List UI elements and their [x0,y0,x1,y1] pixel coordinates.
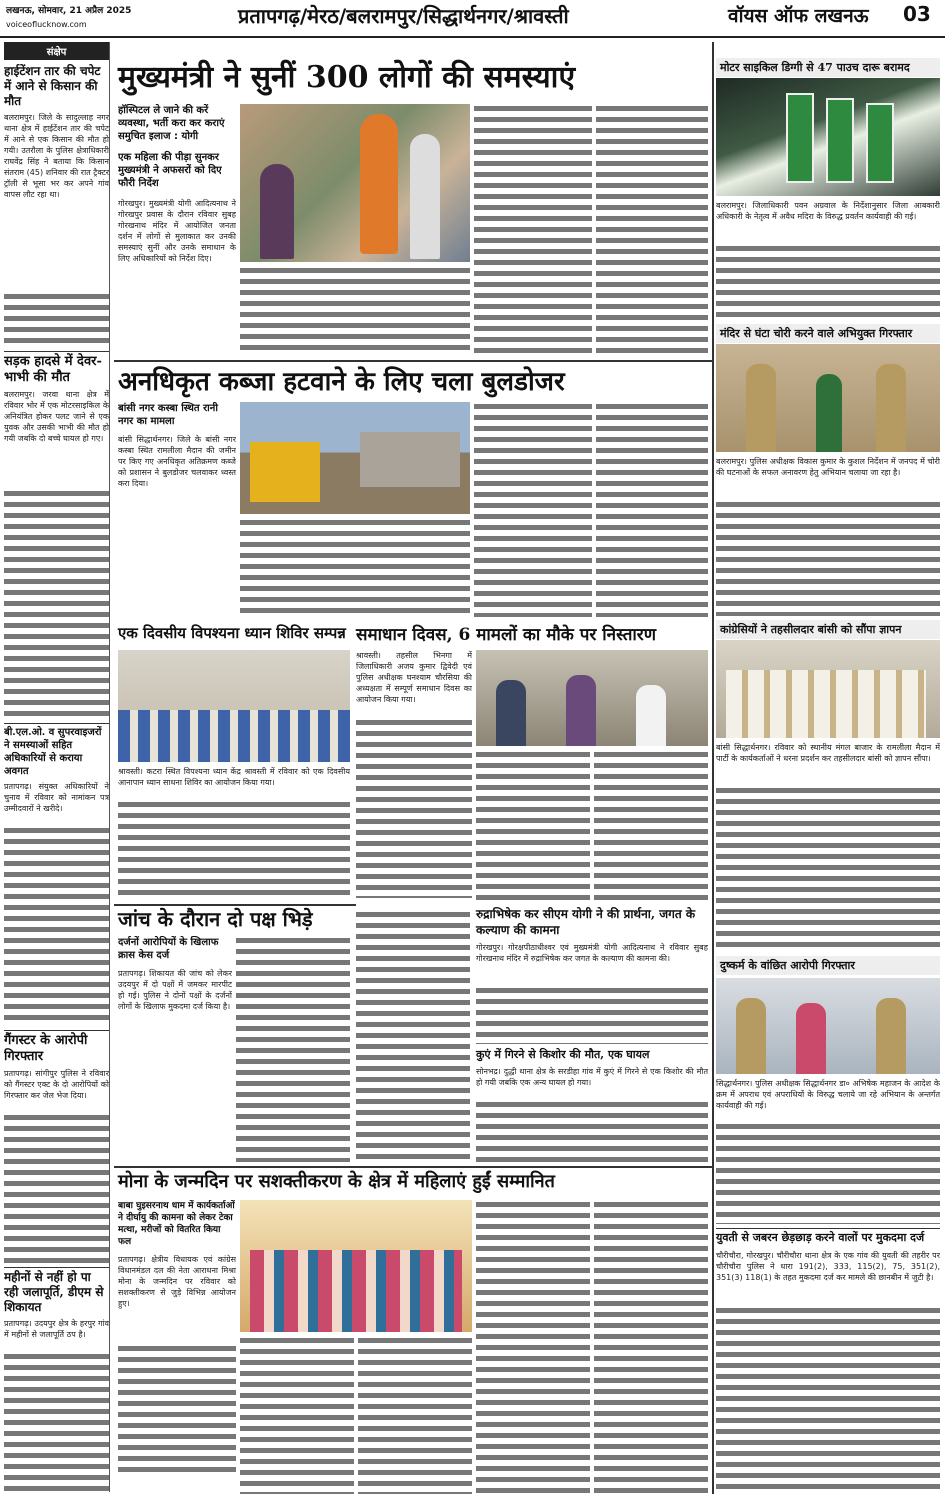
brief-1-continued [4,292,109,347]
brief-5-title: महीनों से नहीं हो पा रही जलापूर्ति, डीएम से शिकायत [4,1267,109,1315]
congress-body: बांसी सिद्धार्थनगर। रविवार को स्थानीय मंगल बाजार के रामलीला मैदान में पार्टी के कार्यकर्ताओं ने धरना प्रदर्शन कर तहसीलदार बांसी को ज्ञापन सौंपा। [716,743,940,763]
samadhan-left [356,650,472,900]
well-body: सोनभद्र। दुद्धी थाना क्षेत्र के सरडीहा गांव में कुएं में गिरने से एक किशोर की मौत हो गयी जबकि एक अन्य घायल हो गया। [476,1067,708,1087]
date-line: लखनऊ, सोमवार, 21 अप्रैल 2025 [6,6,132,16]
rape-accused-continued [716,1122,940,1224]
mona-photo [240,1200,472,1332]
bell-theft-body: बलरामपुर। पुलिस अधीक्षक विकास कुमार के कुशल निर्देशन में जनपद में चोरी की घटनाओं के सफल अनावरण हेतु अभियान चलाया जा रहा है। [716,457,940,477]
bulldozer-continued-1 [240,518,470,618]
brief-2-body: बलरामपुर। जरवा थाना क्षेत्र में रविवार भोर में एक मोटरसाइकिल के अनियंत्रित होकर पलट जाने से एक युवक और उसकी भाभी की मौत हो गयी जबकि दो बच्चे घायल हो गए। [4,390,109,443]
samadhan-photo [476,650,708,746]
mona-continued-4 [594,1200,708,1494]
vipassana-body: श्रावस्ती। कटरा स्थित विपश्यना ध्यान केंद्र श्रावस्ती में रविवार को एक दिवसीय आनापान ध्यान साधना शिविर का आयोजन किया गया। [118,767,350,787]
city-list: प्रतापगढ़/मेरठ/बलरामपुर/सिद्धार्थनगर/श्रावस्ती [238,4,569,28]
lead-headline: मुख्यमंत्री ने सुनीं 300 लोगों की समस्याएं [118,60,576,95]
liquor-photo [716,78,940,196]
molestation-headline: युवती से जबरन छेड़छाड़ करने वालों पर मुकदमा दर्ज [716,1228,940,1245]
lead-body: गोरखपुर। मुख्यमंत्री योगी आदित्यनाथ ने गोरखपुर प्रवास के दौरान रविवार सुबह गोरखनाथ मंदिर में आयोजित जनता दर्शन में लोगों से मुलाकात कर उनकी समस्याएं सुनीं और उनके समाधान के लिए अधिकारियों को निर्देश दिए। [118,199,236,263]
lead-bullet-1: हॉस्पिटल ले जाने की करें व्यवस्था, भर्ती करा कर कराएं समुचित इलाज : योगी [118,105,225,142]
well-continued [476,1100,708,1162]
congress-photo [716,640,940,738]
rape-accused-headline: दुष्कर्म के वांछित आरोपी गिरफ्तार [716,956,940,975]
mona-continued-3 [476,1200,590,1494]
bulldozer-continued-3 [596,402,708,617]
rudra-body: गोरखपुर। गोरक्षपीठाधीश्वर एवं मुख्यमंत्री योगी आदित्यनाथ ने रविवार सुबह गोरखनाथ मंदिर में रुद्राभिषेक कर जगत के कल्याण की कामना की। [476,943,708,963]
mona-left [118,1200,236,1494]
brief-3-body: प्रतापगढ़। संयुक्त अधिकारियों ने चुनाव में रविवार को नामांकन पत्र उम्मीदवारों ने खरीदे। [4,782,109,813]
masthead [0,0,945,38]
brief-2-continued [4,489,109,719]
liquor-body: बलरामपुर। जिलाधिकारी पवन अग्रवाल के निर्देशानुसार जिला आबकारी अधिकारी के नेतृत्व में अवैध मदिरा के विरुद्ध प्रवर्तन कार्यवाही की गई। [716,201,940,221]
website[interactable]: voiceoflucknow.com [6,20,87,29]
bell-theft-continued [716,500,940,616]
brief-4-body: प्रतापगढ़। सांगीपुर पुलिस ने रविवार को गैंगस्टर एक्ट के दो आरोपियों को गिरफ्तार कर जेल भेज दिया। [4,1069,109,1100]
liquor-headline: मोटर साइकिल डिग्गी से 47 पाउच दारू बरामद [716,58,940,77]
bulldozer-shape [250,442,320,502]
jaanch-headline: जांच के दौरान दो पक्ष भिड़े [118,907,313,931]
brief-2-title: सड़क हादसे में देवर-भाभी की मौत [4,351,109,386]
vipassana-continued [118,800,350,900]
figure-woman [260,164,294,259]
samadhan-headline: समाधान दिवस, 6 मामलों का मौके पर निस्तारण [356,625,657,645]
mona-bullet: बाबा घुइसरनाथ धाम में कार्यकर्ताओं ने दीर्घायु की कामना को लेकर टेका मत्था, मरीजों को वितरित किया फल [118,1201,235,1247]
page-number: 03 [903,2,931,26]
bell-theft-photo [716,344,940,452]
vipassana-photo [118,650,350,762]
well-headline: कुएं में गिरने से किशोर की मौत, एक घायल [476,1048,650,1061]
brief-1-title: हाईटेंशन तार की चपेट में आने से किसान की मौत [4,64,101,108]
bulldozer-bullet: बांसी नगर कस्बा स्थित रानी नगर का मामला [118,403,218,427]
figure-official [410,134,440,259]
rape-accused-photo [716,978,940,1074]
molestation-continued [716,1306,940,1494]
brief-4-title: गैंगस्टर के आरोपी गिरफ्तार [4,1030,109,1065]
liquor-continued [716,244,940,320]
brief-5-continued [4,1352,109,1492]
lead-body-col4 [596,104,708,356]
mona-continued-2 [358,1336,472,1494]
brief-3-continued [4,826,109,1026]
bulldozer-body: बांसी सिद्धार्थनगर। जिले के बांसी नगर कस्बा स्थित रामलीला मैदान की जमीन पर किए गए अनधिकृत अतिक्रमण कब्जे को प्रशासन ने बुलडोजर चलवाकर ध्वस्त करा दिया। [118,435,236,488]
lead-bullet-2: एक महिला की पीड़ा सुनकर मुख्यमंत्री ने अफसरों को दिए फौरी निर्देश [118,152,222,189]
jaanch-left [118,936,232,1162]
brief-4-continued [4,1113,109,1263]
lead-body-col3 [474,104,592,356]
jaanch-bullet: दर्जनों आरोपियों के खिलाफ क्रास केस दर्ज [118,937,219,961]
mona-continued-1 [240,1336,354,1494]
bell-theft-headline: मंदिर से घंटा चोरी करने वाले अभियुक्त गिरफ्तार [716,324,940,343]
rape-accused-body: सिद्धार्थनगर। पुलिस अधीक्षक सिद्धार्थनगर डा० अभिषेक महाजन के आदेश के क्रम में अपराध एवं अपराधियों के विरुद्ध चलाये जा रहे अभियान के अन्तर्गत कार्यवाही की गई। [716,1079,940,1110]
bulldozer-left [118,402,236,617]
samadhan-body: श्रावस्ती। तहसील भिनगा में जिलाधिकारी अजय कुमार द्विवेदी एवं पुलिस अधीक्षक घनश्याम चौरसिया की अध्यक्षता में सम्पूर्ण समाधान दिवस का आयोजन किया गया। [356,651,472,704]
lead-photo [240,104,470,262]
samadhan-continued-2 [594,750,708,900]
brief-5-body: प्रतापगढ़। उदयपुर क्षेत्र के हरपुर गांव में महीनों से जलापूर्ति ठप है। [4,1319,109,1339]
bulldozer-continued-2 [474,402,592,617]
congress-continued [716,786,940,952]
congress-headline: कांग्रेसियों ने तहसीलदार बांसी को सौंपा ज्ञापन [716,620,940,639]
rudra-headline: रुद्राभिषेक कर सीएम योगी ने की प्रार्थना, जगत के कल्याण की कामना [476,907,696,937]
molestation-body: चौरीचौरा, गोरखपुर। चौरीचौरा थाना क्षेत्र के एक गांव की युवती की तहरीर पर चौरीचौरा पुलिस ने धारा 191(2), 333, 115(2), 75, 351(2), 351(3) 118(1) के तहत मुकदमा दर्ज कर मामले की छानबीन में जुटी है। [716,1251,940,1282]
figure-saffron [360,114,398,254]
rudra-continued [476,986,708,1044]
vipassana-headline: एक दिवसीय विपश्यना ध्यान शिविर सम्पन्न [118,624,346,642]
brief-tag: संक्षेप [4,42,109,60]
brief-1-body: बलरामपुर। जिले के सादुल्लाह नगर थाना क्षेत्र में हाईटेंशन तार की चपेट में आने से एक किसान की मौत हो गयी। उतरौला के पुलिस क्षेत्राधिकारी राघवेंद्र सिंह ने बताया कि किसान संतराम (45) शनिवार की रात ट्रैक्टर ट्रॉली से भूसा भर कर अपने गांव वापस लौट रहा था। [4,113,109,199]
lead-body-col2 [240,266,470,356]
samadhan-continued-1 [476,750,590,900]
lead-bullets [118,104,236,354]
brief-column [4,42,110,1492]
bulldozer-headline: अनधिकृत कब्जा हटवाने के लिए चला बुलडोजर [118,367,565,397]
bulldozer-photo [240,402,470,514]
mona-headline: मोना के जन्मदिन पर सशक्तीकरण के क्षेत्र में महिलाएं हुईं सम्मानित [118,1171,555,1192]
brand-name: वॉयस ऑफ लखनऊ [728,5,869,27]
jaanch-body: प्रतापगढ़। शिकायत की जांच को लेकर उदयपुर में दो पक्षों में जमकर मारपीट हो गई। पुलिस ने दोनों पक्षों के दर्जनों लोगों के खिलाफ मुकदमा दर्ज किया है। [118,969,232,1011]
brief-3-title: बी.एल.ओ. व सुपरवाइजरों ने समस्याओं सहित अधिकारियों से कराया अवगत [4,723,109,778]
jaanch-continued-1 [236,936,350,1162]
jaanch-continued-2 [356,910,470,1162]
mona-body: प्रतापगढ़। क्षेत्रीय विधायक एवं कांग्रेस विधानमंडल दल की नेता आराधना मिश्रा मोना के जन्मदिन पर रविवार को सशक्तीकरण से जुड़े विभिन्न आयोजन हुए। [118,1255,236,1308]
